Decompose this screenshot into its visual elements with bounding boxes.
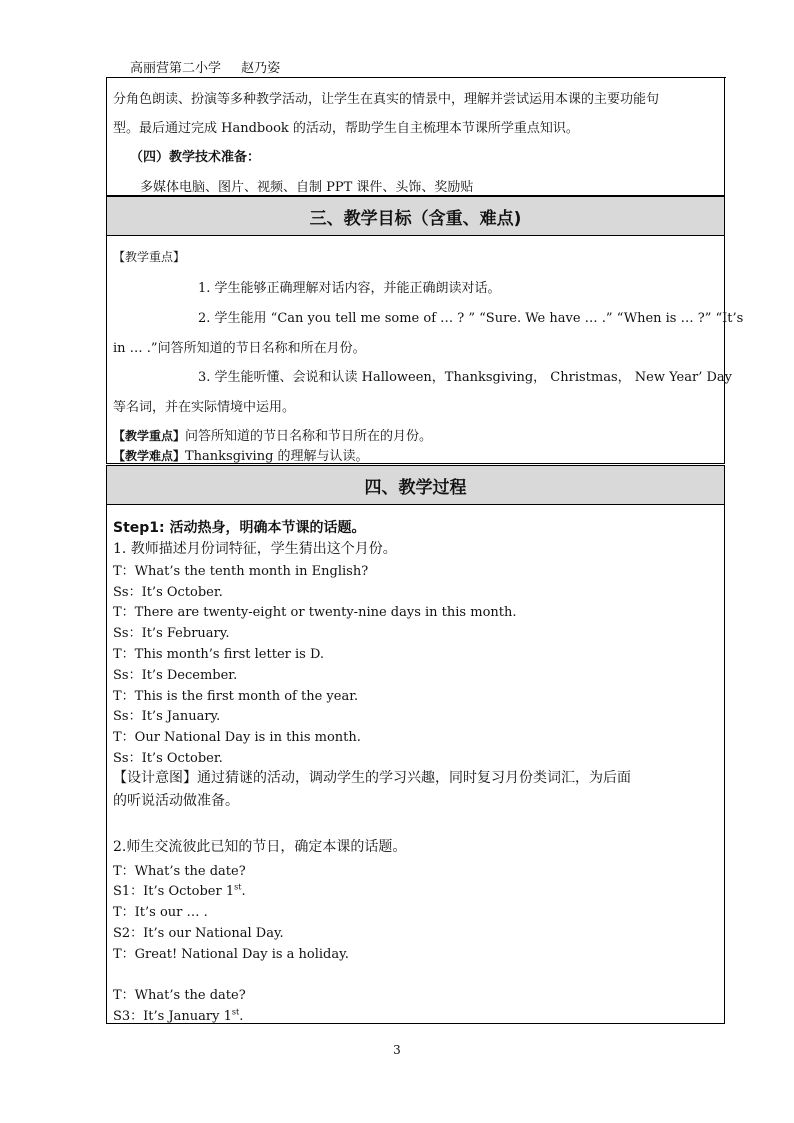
s3-sup: st [231, 1007, 240, 1017]
intent-label: 【设计意图】 [113, 770, 197, 786]
goal-item-3b: 等名词，并在实际情境中运用。 [113, 400, 296, 415]
dialog-line: T：Our National Day is in this month. [113, 730, 361, 745]
dialog-line: Ss：It’s October. [113, 585, 223, 600]
s3-text: S3：It’s January 1 [113, 1009, 232, 1024]
key-label: 【教学重点】 [113, 429, 186, 443]
design-intent-a [113, 767, 631, 787]
dialog-line: T：What’s the date? [113, 864, 246, 879]
design-intent-b: 的听说活动做准备。 [113, 793, 239, 809]
dialog-line: S2：It’s our National Day. [113, 926, 284, 941]
goal-item-2a: 2. 学生能用 “Can you tell me some of … ? ” “Sure. We have … .” “When is … ?” “It’s [198, 311, 744, 326]
key-point [113, 425, 432, 444]
intent-text-a: 通过猜谜的活动，调动学生的学习兴趣，同时复习月份类词汇，为后面 [197, 770, 631, 786]
dialog-line: T：It’s our … . [113, 905, 208, 920]
dialog-line: T：Great! National Day is a holiday. [113, 947, 349, 962]
dialog-line: Ss：It’s October. [113, 751, 223, 766]
step1-title: Step1: 活动热身，明确本节课的话题。 [113, 520, 366, 536]
page-number: 3 [393, 1043, 401, 1057]
dialog-line: T：This month’s first letter is D. [113, 647, 325, 662]
activity-2: 2.师生交流彼此已知的节日，确定本课的话题。 [113, 839, 407, 855]
dialog-line: Ss：It’s January. [113, 709, 221, 724]
diff-text: Thanksgiving 的理解与认读。 [185, 449, 369, 464]
dialog-line: Ss：It’s December. [113, 668, 238, 683]
key-text: 问答所知道的节日名称和节日所在的月份。 [185, 429, 433, 444]
s1-end: . [241, 884, 246, 899]
tech-title: （四）教学技术准备： [130, 150, 261, 165]
dialog-line: T：This is the first month of the year. [113, 689, 359, 704]
school-name: 高丽营第二小学 [130, 61, 222, 76]
section3-title: 三、教学目标（含重、难点) [106, 196, 725, 236]
dialog-line: T：There are twenty-eight or twenty-nine days in this month. [113, 605, 517, 620]
author-name: 赵乃姿 [241, 61, 281, 76]
focus-label: 【教学重点】 [113, 250, 186, 264]
cont-line-1: 分角色朗读、扮演等多种教学活动，让学生在真实的情景中，理解并尝试运用本课的主要功能句 [113, 92, 660, 107]
goal-item-1: 1. 学生能够正确理解对话内容，并能正确朗读对话。 [198, 281, 501, 296]
page-header [130, 57, 296, 76]
s1-text: S1：It’s October 1 [113, 884, 235, 899]
difficult-point [113, 445, 369, 464]
activity-1: 1. 教师描述月份词特征，学生猜出这个月份。 [113, 541, 397, 557]
section4-title: 四、教学过程 [106, 465, 725, 505]
dialog-line: T：What’s the tenth month in English? [113, 564, 369, 579]
dialog-line: Ss：It’s February. [113, 626, 230, 641]
dialog-line-s1 [113, 880, 246, 899]
goal-item-3a: 3. 学生能听懂、会说和认读 Halloween，Thanksgiving， Christmas， New Year’ Day [198, 370, 732, 385]
tech-items: 多媒体电脑、图片、视频、自制 PPT 课件、头饰、奖励贴 [140, 180, 474, 195]
s1-sup: st [234, 882, 242, 892]
dialog-line-s3 [113, 1005, 243, 1024]
dialog-line: T：What’s the date? [113, 988, 246, 1003]
cont-line-2: 型。最后通过完成 Handbook 的活动，帮助学生自主梳理本节课所学重点知识。 [113, 121, 579, 136]
goal-item-2b: in … .”问答所知道的节日名称和所在月份。 [113, 341, 366, 356]
diff-label: 【教学难点】 [113, 449, 186, 463]
s3-end: . [239, 1009, 244, 1024]
